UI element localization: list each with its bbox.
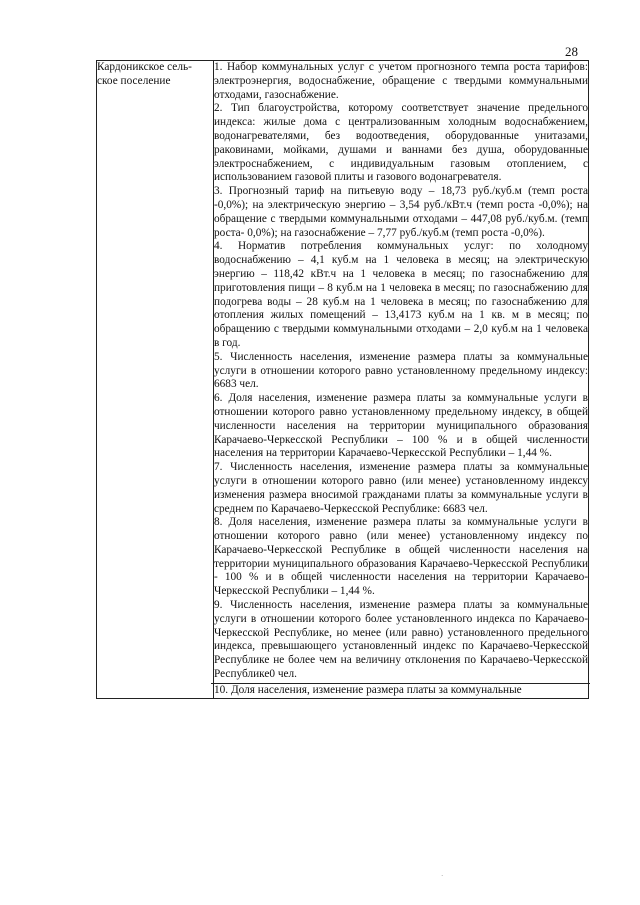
settlement-name: Кардоникское сель- ское поселение (97, 61, 192, 87)
paragraph-5: 5. Численность населения, изменение размера платы за коммунальные услуги в отношении которого равно установленному предельному индексу: 6683 чел. (214, 350, 588, 391)
page-number: 28 (565, 44, 578, 59)
paragraph-10: 10. Доля населения, изменение размера платы за коммунальные (214, 683, 522, 696)
settlement-cell (97, 61, 214, 699)
paragraph-7: 7. Численность населения, изменение размера платы за коммунальные услуги в отношении которого равно (или менее) установленному индексу изменения размера вносимой гражданами платы за коммунальные услуги в среднем по Карачаево-Черкесской Республике: 6683 чел. (214, 461, 588, 515)
paragraph-4: 4. Норматив потребления коммунальных услуг: по холодному водоснабжению – 4,1 куб.м на 1 человека в месяц; на электрическую энергию – 118,42 кВт.ч на 1 человека в месяц; по газоснабжению для приготовления пищи – 8 куб.м на 1 человека в месяц; по газоснабжению для подогрева воды – 28 куб.м на 1 человека в месяц; по газоснабжению для отопления жилых помещений – 13,4173 куб.м на 1 кв. м в месяц; по обращению с твердыми коммунальными отходами – 2,0 куб.м на 1 человека в год. (214, 240, 588, 349)
paragraph-9: 9. Численность населения, изменение размера платы за коммунальные услуги в отношении которого более установленного индекса по Карачаево-Черкесской Республике, но менее (или равно) установленного предельного индекса, превышающего установленный индекс по Карачаево-Черкесской Республике не более чем на величину отклонения по Карачаево-Черкесской Республике0 чел. (214, 599, 588, 681)
scan-speck: · (441, 872, 444, 880)
settlement-table (96, 60, 589, 699)
paragraph-8: 8. Доля населения, изменение размера платы за коммунальные услуги в отношении которого равно (или менее) установленному индексу по Карачаево-Черкесской Республике в общей численности населения на территории муниципального образования Карачаево-Черкесской Республики - 100 % и в общей численности населения на территории Карачаево-Черкесской Республики – 1,44 %. (214, 516, 588, 598)
paragraph-2: 2. Тип благоустройства, которому соответствует значение предельного индекса: жилые дома с централизованным холодным водоснабжением, водонагревателями, без водоотведения, оборудованные унитазами, раковинами, мойками, душами и ваннами без душа, оборудованные электроснабжением, с индивидуальным газовым отоплением, с использованием газовой плиты и газового водонагревателя. (214, 102, 588, 184)
paragraph-1: 1. Набор коммунальных услуг с учетом прогнозного темпа роста тарифов: электроэнергия, водоснабжение, обращение с твердыми коммунальными отходами, газоснабжение. (214, 61, 588, 101)
paragraph-3: 3. Прогнозный тариф на питьевую воду – 18,73 руб./куб.м (темп роста -0,0%); на электрическую энергию – 3,54 руб./кВт.ч (темп роста -0,0%); на обращение с твердыми коммунальными отходами – 447,08 руб./куб.м. (темп роста- 0,0%); на газоснабжение – 7,77 руб./куб.м (темп роста -0,0%). (214, 185, 588, 239)
paragraph-10-row (211, 683, 590, 698)
paragraph-6: 6. Доля населения, изменение размера платы за коммунальные услуги в отношении которого равно установленному предельному индексу, в общей численности населения на территории муниципального образования Карачаево-Черкесской Республики – 100 % и в общей численности населения на территории Карачаево-Черкесской Республики – 1,44 %. (214, 392, 588, 460)
content-cell (214, 61, 589, 699)
table-row (97, 61, 589, 699)
